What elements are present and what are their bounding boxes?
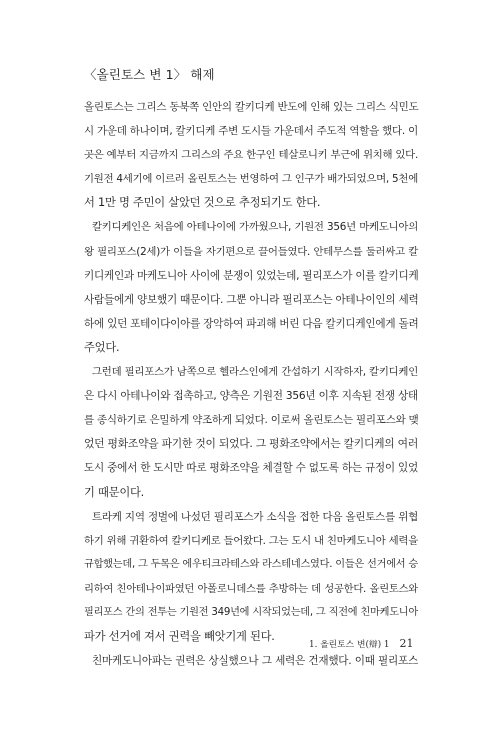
text-line: 올린토스는 그리스 동북쪽 인안의 칼키디케 반도에 인해 있는 그리스 식민도 (84, 101, 419, 113)
text-line: 칼키디케인은 처음에 아테나이에 가까웠으나, 기원전 356년 마케도니아의 (92, 221, 418, 234)
text-line: 곳은 예부터 지금까지 그리스의 주요 한구인 테살로니키 부근에 위치해 있다. (84, 149, 418, 162)
text-line: 규합했는데, 그 두목은 에우티크라테스와 라스테네스였다. 이들은 선거에서 승 (84, 558, 418, 570)
text-line: 를 종식하기로 은밀하게 약조하게 되었다. 이로써 올린토스는 필리포스와 맺 (84, 414, 419, 427)
text-line: 은 다시 아테나이와 접촉하고, 양측은 기원전 356년 이후 지속된 전쟁 상태 (84, 390, 418, 403)
text-line: 하에 있던 포테이다이아를 장악하여 파괴해 버린 다음 칼키디케인에게 돌려 (84, 317, 419, 330)
text-line: 키디케인과 마케도니아 사이에 분쟁이 있었는데, 필리포스가 이를 칼키디케 (84, 269, 419, 282)
body-text (84, 95, 418, 673)
section-heading: 〈올린토스 변 1〉 해제 (84, 67, 215, 82)
paragraph (84, 95, 418, 215)
text-line: 기 때문이다. (84, 485, 144, 499)
text-line: 트라케 지역 정벌에 나섰던 필리포스가 소식을 접한 다음 올린토스를 위협 (92, 510, 418, 523)
text-line: 파가 선거에 져서 권력을 빼앗기게 된다. (84, 630, 275, 644)
text-line: 도시 중에서 한 도시만 따로 평화조약을 체결할 수 없도록 하는 규정이 있었 (84, 462, 418, 475)
text-line: 주었다. (84, 340, 120, 354)
paragraph (84, 215, 418, 360)
text-line: 서 1만 명 주민이 살았던 것으로 추정되기도 한다. (84, 196, 321, 210)
text-line: 리하여 친아테나이파였던 아폴로니데스를 추방하는 데 성공한다. 올린토스와 (84, 582, 418, 595)
paragraph (84, 505, 418, 650)
running-title: 1. 올린토스 변(辯) 1 (309, 640, 390, 650)
text-line: 었던 평화조약을 파기한 것이 되었다. 그 평화조약에서는 칼키디케의 여러 (84, 437, 419, 451)
text-line: 하기 위해 귀환하여 칼키디케로 들어왔다. 그는 도시 내 친마케도니아 세력을 (84, 534, 418, 547)
text-line: 왕 필리포스(2세)가 이들을 자기편으로 끌어들였다. 안테무스를 둘러싸고 칼 (84, 245, 418, 258)
page-footer (309, 637, 433, 650)
text-line: 사람들에게 양보했기 때문이다. 그뿐 아니라 필리포스는 아테나이인의 세력 (84, 293, 419, 306)
paragraph (84, 360, 418, 505)
text-line: 친마케도니아파는 권력은 상실했으나 그 세력은 건재했다. 이때 필리포스 (92, 655, 418, 668)
paragraph (84, 649, 418, 673)
text-line: 그런데 필리포스가 남쪽으로 헬라스인에게 간섭하기 시작하자, 칼키디케인 (92, 366, 418, 379)
text-line: 시 가운데 하나이며, 칼키디케 주변 도시들 가운데서 주도적 역할을 했다. 이 (84, 125, 418, 138)
text-line: 필리포스 간의 전투는 기원전 349년에 시작되었는데, 그 직전에 친마케도니아 (84, 606, 418, 618)
text-line: 기원전 4세기에 이르러 올린토스는 번영하여 그 인구가 배가되었으며, 5천에 (84, 173, 418, 186)
page-number: 21 (399, 637, 414, 650)
